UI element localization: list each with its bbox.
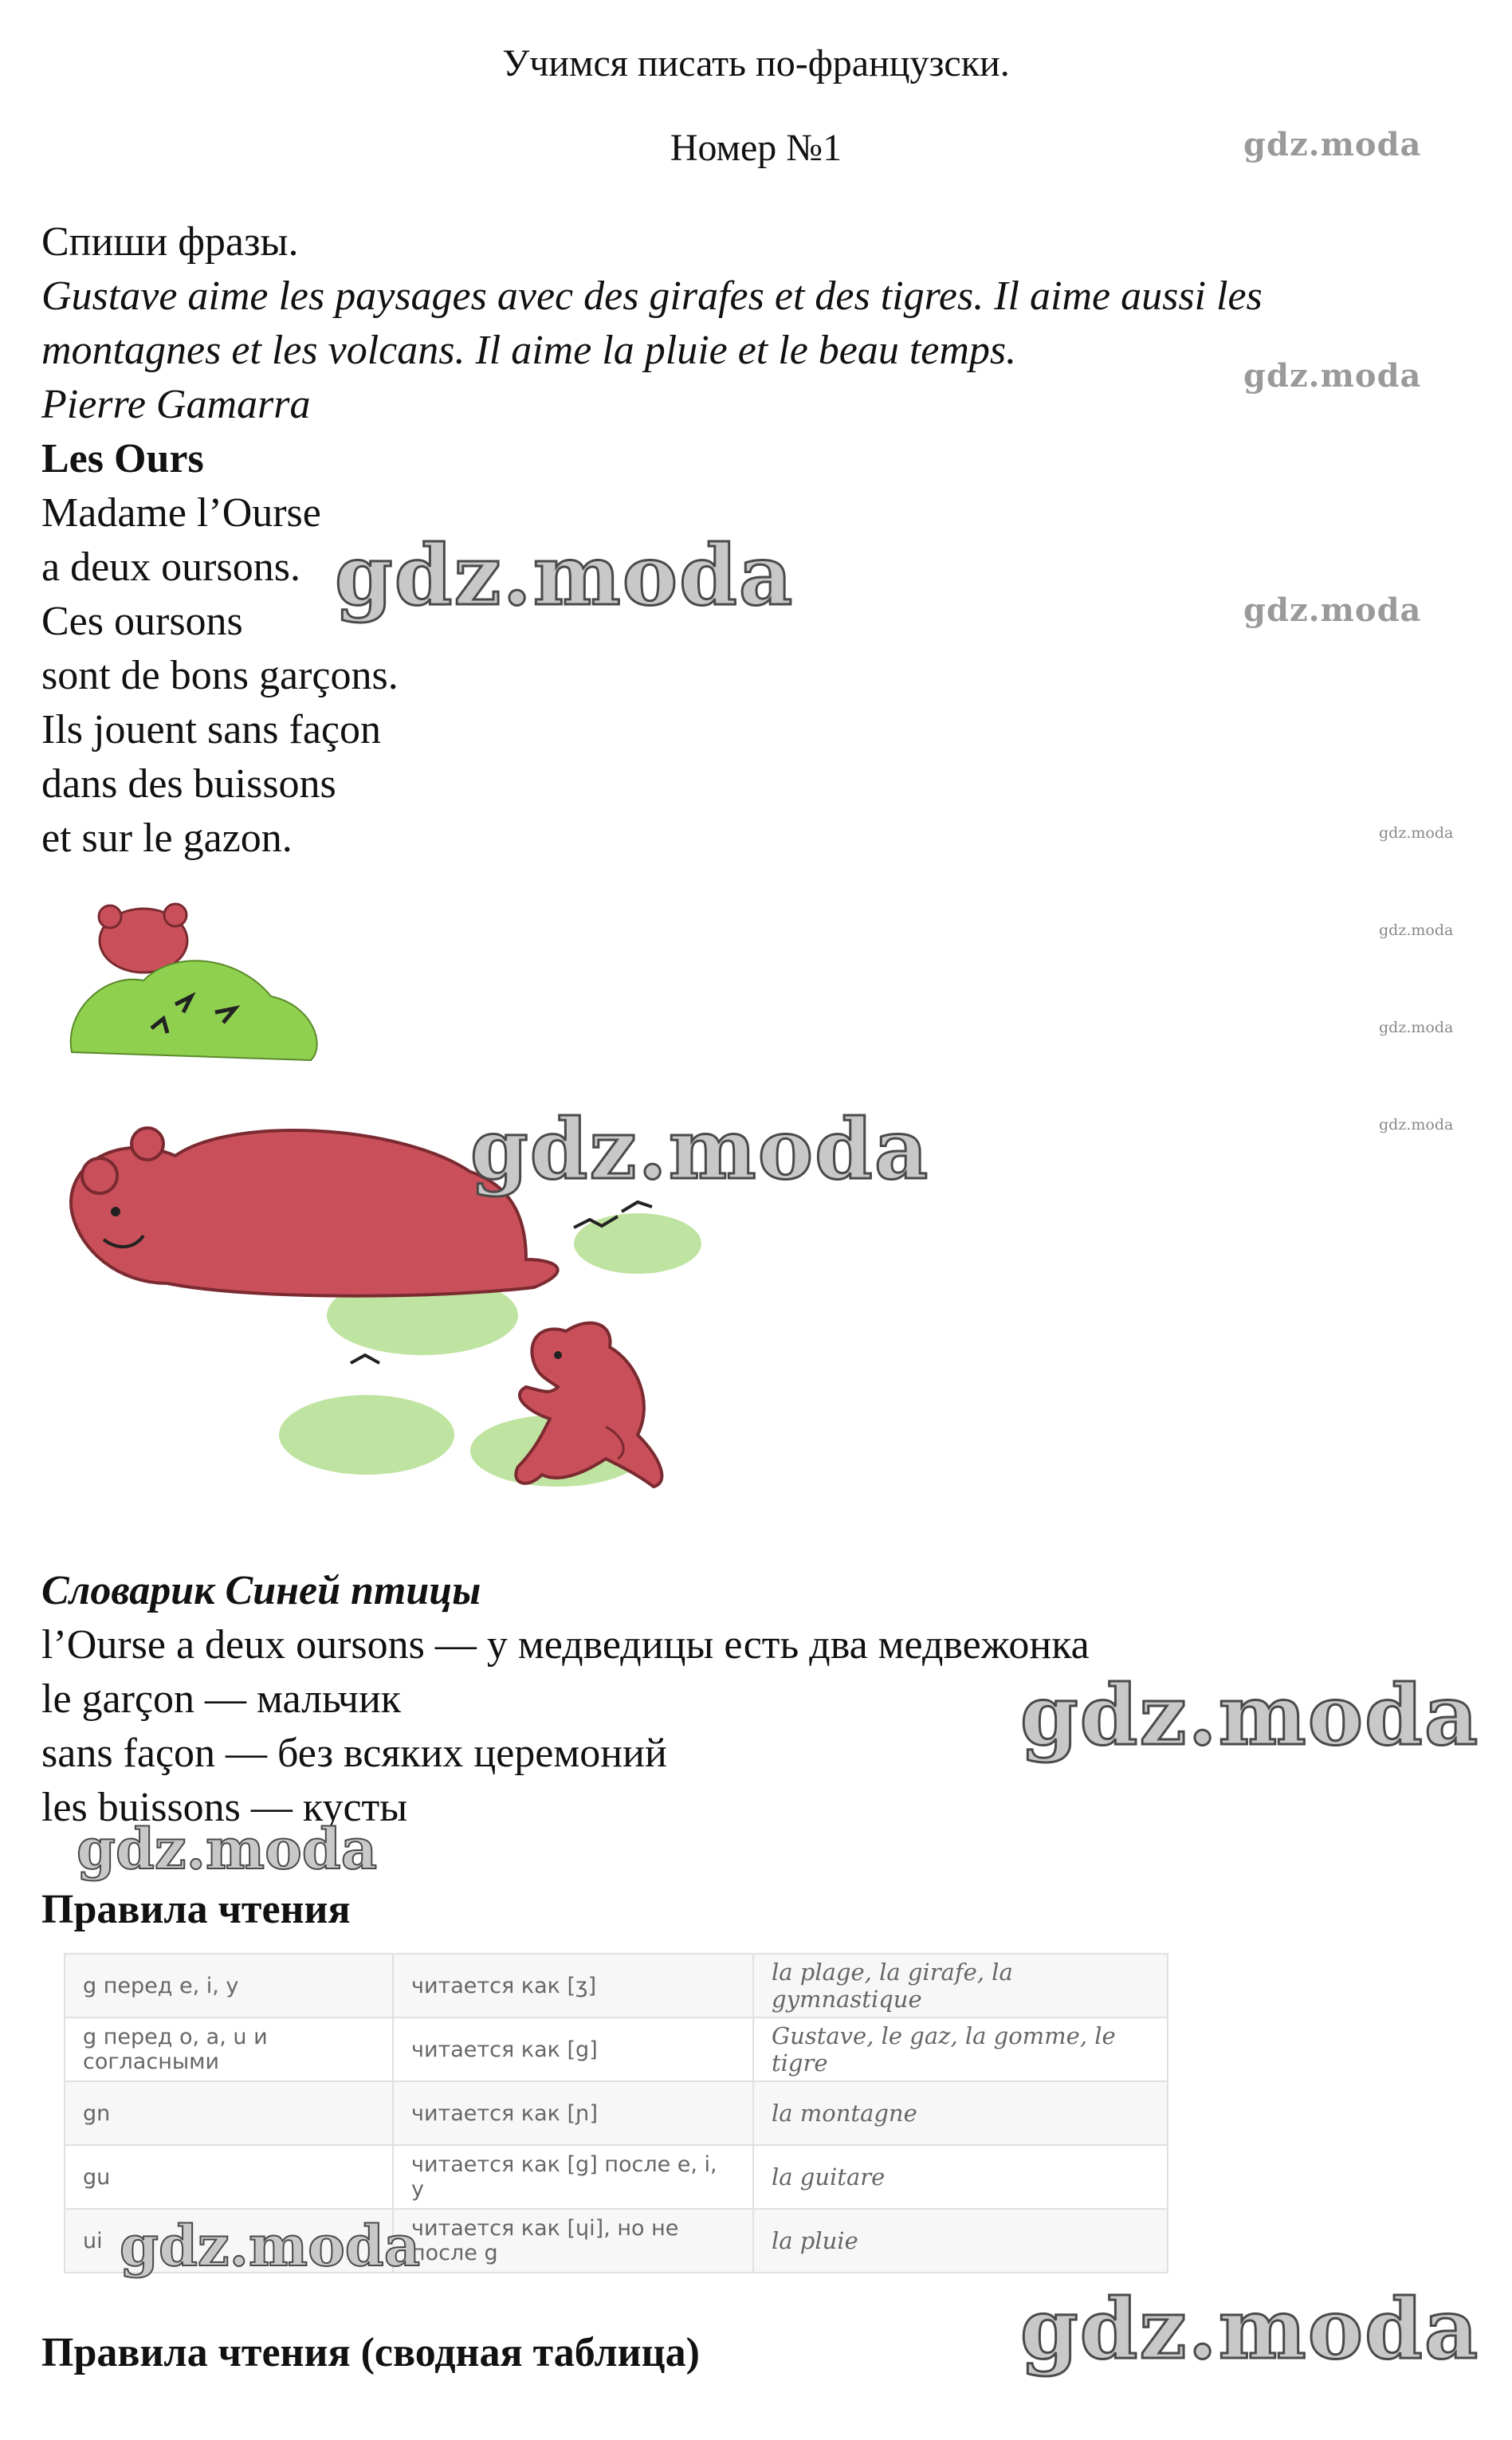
table-cell: читается как [g] <box>393 2018 753 2081</box>
watermark: gdz.moda <box>1379 824 1454 842</box>
bear-in-bush-illustration <box>56 893 375 1068</box>
table-row <box>65 2081 1168 2145</box>
watermark: gdz.moda <box>1243 591 1422 629</box>
poem-line: dans des buissons <box>41 761 336 807</box>
table-cell: g перед e, i, y <box>65 1954 393 2018</box>
summary-table-title: Правила чтения (сводная таблица) <box>41 2330 700 2375</box>
poem-line: sont de bons garçons. <box>41 653 399 698</box>
table-row <box>65 2145 1168 2209</box>
watermark: gdz.moda <box>1379 1116 1454 1134</box>
exercise-number: Номер №1 <box>670 127 842 169</box>
watermark: gdz.moda <box>1243 126 1422 163</box>
quote-line-1: Gustave aime les paysages avec des girafes et des tigres. Il aime aussi les <box>41 273 1263 319</box>
table-cell: читается как [ɲ] <box>393 2081 753 2145</box>
watermark: gdz.moda <box>1243 357 1422 395</box>
poem-line: Ces oursons <box>41 599 243 644</box>
watermark: gdz.moda <box>335 526 795 624</box>
dictionary-entry: sans façon — без всяких церемоний <box>41 1731 667 1776</box>
table-row <box>65 2018 1168 2081</box>
dictionary-entry: l’Ourse a deux oursons — у медведицы есть два медвежонка <box>41 1622 1090 1668</box>
table-cell: la guitare <box>753 2145 1168 2209</box>
table-cell: Gustave, le gaz, la gomme, le tigre <box>753 2018 1168 2081</box>
poem-line: Madame l’Ourse <box>41 490 321 536</box>
page-title: Учимся писать по-французски. <box>502 42 1010 84</box>
table-cell: ui <box>65 2209 393 2273</box>
poem-line: Ils jouent sans façon <box>41 707 382 752</box>
instruction: Спиши фразы. <box>41 219 299 265</box>
watermark: gdz.moda <box>1020 2280 1480 2378</box>
table-cell: читается как [ʒ] <box>393 1954 753 2018</box>
dictionary-entry: les buissons — кусты <box>41 1785 408 1830</box>
watermark: gdz.moda <box>470 1100 930 1198</box>
poem-line: et sur le gazon. <box>41 815 293 861</box>
poem-title: Les Ours <box>41 436 204 481</box>
poem-line: a deux oursons. <box>41 544 300 590</box>
table-cell: g перед o, a, u и согласными <box>65 2018 393 2081</box>
watermark: gdz.moda <box>1379 921 1454 939</box>
table-row <box>65 1954 1168 2018</box>
table-cell: la montagne <box>753 2081 1168 2145</box>
dictionary-entry: le garçon — мальчик <box>41 1676 402 1722</box>
table-cell: la plage, la girafe, la gymnastique <box>753 1954 1168 2018</box>
dictionary-title: Словарик Синей птицы <box>41 1568 481 1613</box>
reading-rules-title: Правила чтения <box>41 1887 351 1932</box>
table-cell: la pluie <box>753 2209 1168 2273</box>
quote-line-2: montagnes et les volcans. Il aime la pluie et le beau temps. <box>41 328 1017 373</box>
table-cell: читается как [ɥi], но не после g <box>393 2209 753 2273</box>
watermark: gdz.moda <box>120 2213 421 2279</box>
table-cell: gu <box>65 2145 393 2209</box>
table-cell: gn <box>65 2081 393 2145</box>
watermark: gdz.moda <box>1020 1666 1480 1764</box>
watermark: gdz.moda <box>1379 1019 1454 1036</box>
table-cell: читается как [g] после e, i, y <box>393 2145 753 2209</box>
quote-author: Pierre Gamarra <box>41 382 311 427</box>
watermark: gdz.moda <box>77 1816 378 1882</box>
